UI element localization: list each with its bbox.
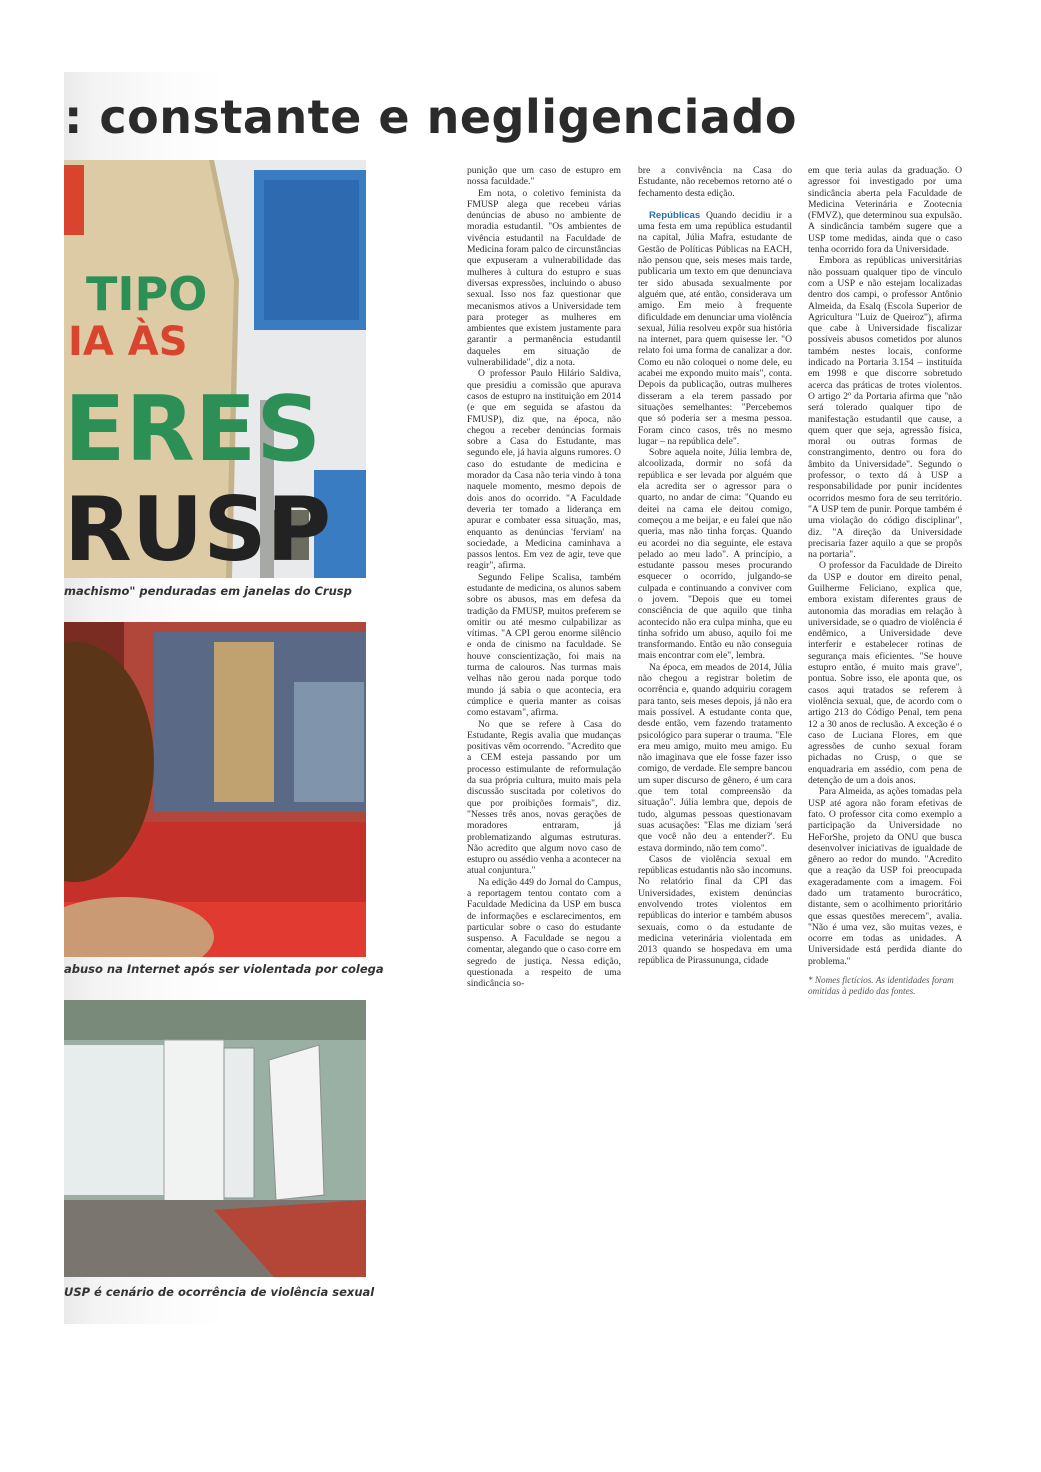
text-column-1: [467, 165, 621, 990]
section-label-republicas: Repúblicas: [649, 209, 701, 221]
paragraph: Embora as repúblicas universitárias não possuam qualquer tipo de vínculo com a USP e não estejam localizadas dentro dos campi, o professor Antônio Almeida, da Esalq (Escola Superior de Agricultura "Luiz de Queiroz"), afirma que cabe à Universidade fiscalizar possíveis abusos cometidos por alunos também nestes locais, conforme indicado na Portaria 3.154 – instituída em 1998 e que discorre sobretudo acerca das práticas de trotes violentos. O artigo 2º da Portaria afirma que "não será tolerado qualquer tipo de manifestação estudantil que cause, a quem quer que seja, agressão física, moral ou outras formas de constrangimento, dentro ou fora do âmbito da Universidade". Segundo o professor, o texto dá à USP a responsabilidade por punir incidentes ocorridos mesmo fora de seu território. "A USP tem de punir. Porque também é uma violação do código disciplinar", diz. "A direção da Universidade precisaria fazer aquilo a que se propôs na portaria".: [808, 255, 962, 561]
paragraph: punição que um caso de estupro em nossa faculdade.": [467, 165, 621, 188]
paragraph: em que teria aulas da graduação. O agressor foi investigado por uma sindicância aberta pela Faculdade de Medicina Veterinária e Zootecnia (FMVZ), que determinou sua expulsão. A sindicância também sugere que a USP tome medidas, ainda que o caso tenha ocorrido fora da Universidade.: [808, 165, 962, 256]
caption-photo-3: USP é cenário de ocorrência de violência sexual: [64, 1285, 375, 1299]
section-start-text: Quando decidiu ir a uma festa em uma república estudantil na capital, Júlia Mafra, estudante de Gestão de Políticas Públicas na EACH, não pensou que, seis meses mais tarde, publicaria um texto em que denunciava ter sido abusada sexualmente por alguém que, até então, considerava um amigo. Em meio à frequente dificuldade em denunciar uma violência sexual, Júlia resolveu expôr sua história na internet, para quem quisesse ler. "O relato foi uma forma de canalizar a dor. Como eu não coloquei o nome dele, eu acabei me expondo muito mais", conta. Depois da publicação, outras mulheres disseram a ela terem passado por situações semelhantes: "Percebemos que só poderia ser a mesma pessoa. Foram cinco casos, três no mesmo lugar – na república dele".: [638, 209, 792, 447]
paragraph: Para Almeida, as ações tomadas pela USP até agora não foram efetivas de fato. O professor cita como exemplo a participação da Universidade no HeForShe, projeto da ONU que busca desenvolver iniciativas de igualdade de gênero ao redor do mundo. "Acredito que a reação da USP foi preocupada exageradamente com a imagem. Foi dado um tratamento burocrático, distante, sem o acolhimento prioritário que essas questões merecem", avalia. "Não é uma vez, são muitas vezes, e ocorre em todas as unidades. A Universidade está perdida diante do problema.": [808, 786, 962, 967]
window-illustration: [64, 622, 366, 957]
paragraph: No que se refere à Casa do Estudante, Regis avalia que mudanças positivas vêm ocorrendo. "Acredito que a CEM esteja passando por um processo estimulante de reformulação da sua própria cultura, muito mais pela discussão suscitada por coletivos do que por proibições formais", diz. "Nesses três anos, novas gerações de moradores entraram, já problematizando algumas estruturas. Não acredito que algum novo caso de estupro ou assédio venha a acontecer na atual conjuntura.": [467, 718, 621, 877]
paragraph: Segundo Felipe Scalisa, também estudante de medicina, os alunos sabem sobre os abusos, mas em defesa da tradição da FMUSP, muitos preferem se omitir ou até mesmo culpabilizar as vítimas. "A CPI gerou enorme silêncio e onda de cinismo na faculdade. Se houve conscientização, foi mais na turma de calouros. Nas turmas mais velhas não gerou nada porque todo mundo já sabia o que acontecia, era cúmplice e queria manter as coisas como estavam", afirma.: [467, 571, 621, 719]
banner-word-rusp: RUSP: [64, 478, 332, 578]
paragraph: O professor da Faculdade de Direito da USP e doutor em direito penal, Guilherme Feliciano, explica que, embora existam diferentes graus de autonomia das moradias em relação à universidade, se o quadro de violência é endêmico, a Universidade deve interferir e estabelecer rotinas de segurança mais eficientes. "Se houve estupro então, é muito mais grave", pontua. Sobre isso, ele aponta que, os casos aqui tratados se referem à violência sexual, que, de acordo com o artigo 213 do Código Penal, tem pena 12 a 30 anos de reclusão. A exceção é o caso de Luciana Flores, em que agressões de cunho sexual foram pichadas no Crusp, o que se enquadraria em assédio, com pena de detenção de um a dois anos.: [808, 560, 962, 787]
caption-photo-1: machismo" penduradas em janelas do Crusp: [64, 584, 352, 598]
banner-word-tipo: TIPO: [86, 267, 208, 321]
caption-photo-2: abuso na Internet após ser violentada por colega: [64, 962, 384, 976]
banner-word-eres: ERES: [64, 377, 322, 482]
paragraph-section-start: [638, 210, 792, 447]
photo-gate: [64, 1000, 366, 1277]
paragraph: O professor Paulo Hilário Saldiva, que presidiu a comissão que apurava casos de estupro na instituição em 2014 (e que em seguida se afastou da FMUSP), diz que, na época, não chegou a receber denúncias formais sobre a Casa do Estudante, mas segundo ele, já havia alguns rumores. O caso do estudante de medicina e morador da Casa não teria vindo à tona naquele momento, mesmo depois de dois anos do ocorrido. "A Faculdade deveria ter tomado a liderança em apurar e combater essa situação, mas, enquanto as denúncias 'ferviam' na sociedade, a Medicina caminhava a passos lentos. Em vez de agir, teve que reagir", afirma.: [467, 368, 621, 572]
banner-word-ias: IA ÀS: [68, 319, 188, 365]
headline: : constante e negligenciado: [64, 90, 797, 144]
paragraph: Na época, em meados de 2014, Júlia não chegou a registrar boletim de ocorrência e, quando adquiriu coragem para tanto, seis meses depois, já não era mais possível. A estudante conta que, desde então, vem fazendo tratamento psicológico para superar o trauma. "Ele era meu amigo, muito meu amigo. Eu não imaginava que ele fosse fazer isso comigo, de verdade. Ele sempre bancou um super discurso de gênero, é um cara que tem total compreensão da situação". Júlia lembra que, depois de tudo, algumas pessoas questionavam suas acusações: "Elas me diziam 'será que você não deu a entender?'. Eu estava dormindo, não tem como".: [638, 661, 792, 854]
footnote: * Nomes fictícios. As identidades foram omitidas à pedido das fontes.: [808, 975, 954, 997]
paragraph: Em nota, o coletivo feminista da FMUSP alega que recebeu várias denúncias de abuso no ambiente de moradia estudantil. "Os ambientes de vivência estudantil na Faculdade de Medicina foram palco de circunstâncias que expuseram a vulnerabilidade das mulheres à cultura do estupro e suas diversas expressões, incluindo o abuso sexual. Isso nos faz questionar que mecanismos ativos a Universidade tem para proteger as mulheres em ambientes que existem justamente para garantir a permanência estudantil daqueles em situação de vulnerabilidade", diz a nota.: [467, 187, 621, 369]
photo-student-window: [64, 622, 366, 957]
gate-illustration: [64, 1000, 366, 1277]
paragraph: Sobre aquela noite, Júlia lembra de, alcoolizada, dormir no sofá da república e ser levada por alguém que ela acredita ser o agressor para o quarto, no andar de cima: "Quando eu deitei na cama ele deitou comigo, começou a me beijar, e eu falei que não queria, mas não tinha forças. Quando eu acordei no dia seguinte, ele estava pelado ao meu lado". A princípio, a estudante passou meses procurando esquecer o ocorrido, julgando-se culpada e continuando a conviver com o jovem. "Depois que eu tomei consciência de que aquilo que tinha acontecido não era culpa minha, que eu tinha sofrido um abuso, aquilo foi me transformando. Então eu não conseguia mais encontrar com ele", lembra.: [638, 447, 792, 662]
text-column-2: [638, 165, 792, 967]
banner-illustration: [64, 160, 366, 578]
paragraph: Casos de violência sexual em repúblicas estudantis não são incomuns. No relatório final da CPI das Universidades, existem denúncias envolvendo trotes violentos em repúblicas do interior e também abusos sexuais, como o da estudante de medicina veterinária violentada em 2013 quando se hospedava em uma república de Pirassununga, cidade: [638, 853, 792, 967]
text-column-3: [808, 165, 962, 997]
paragraph: Na edição 449 do Jornal do Campus, a reportagem tentou contato com a Faculdade Medicina da USP em busca de informações e esclarecimentos, em particular sobre o caso do estudante suspenso. A Faculdade se negou a comentar, alegando que o caso corre em segredo de justiça. Nessa edição, questionada a respeito de uma sindicância so-: [467, 876, 621, 990]
paragraph: bre a convivência na Casa do Estudante, não recebemos retorno até o fechamento desta edição.: [638, 165, 792, 199]
photo-banner-crusp: [64, 160, 366, 578]
